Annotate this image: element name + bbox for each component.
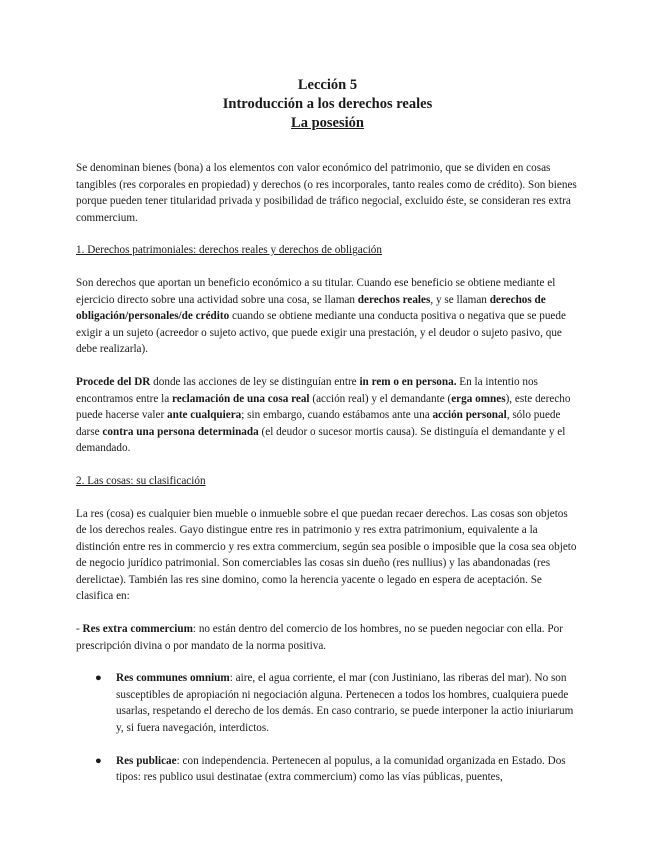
list-spacer: [116, 737, 579, 753]
paragraph-procede-dr: Procede del DR donde las acciones de ley se distinguían entre in rem o en persona. En la intentio nos encontramos entre la reclamación de una cosa real (acción real) y el demandante (erga omnes), este derecho puede hacerse valer ante cualquiera; sin embargo, cuando estábamos ante una acción personal, sólo puede darse contra una persona determinada (el deudor o sucesor mortis causa). Se distinguía el demandante y el demandado.: [76, 375, 571, 455]
paragraph-res-extra-commercium: - Res extra commercium: no están dentro del comercio de los hombres, no se pueden negociar con ella. Por prescripción divina o por mandato de la norma positiva.: [76, 623, 563, 652]
paragraph-las-cosas: La res (cosa) es cualquier bien mueble o inmueble sobre el que puedan recaer derechos. Las cosas son objetos de los derechos reales. Gayo distingue entre res in patrimonio y res extra patrimonium, equivalente a la distinción entre res in commercio y res extra commercium, según sea posible o imposible que la cosa sea objeto de negocio jurídico patrimonial. Son comerciables las cosas sin dueño (res nullius) y las abandonadas (res derelictae). También las res sine domino, como la herencia yacente o legado en espera de aceptación. Se clasifica en:: [76, 507, 577, 603]
lesson-number: Lección 5: [297, 77, 358, 93]
section-1-heading: 1. Derechos patrimoniales: derechos reales y derechos de obligación: [76, 244, 382, 257]
paragraph-derechos-patrimoniales: Son derechos que aportan un beneficio económico a su titular. Cuando ese beneficio se obtiene mediante el ejercicio directo sobre una actividad sobre una cosa, se llaman derechos reales, y se llaman derechos de obligación/personales/de crédito cuando se obtiene mediante una conducta positiva o negativa que se puede exigir a un sujeto (acreedor o sujeto activo, que puede exigir una prestación, y el deudor o sujeto pasivo, que debe realizarla).: [76, 276, 566, 356]
lesson-title: Introducción a los derechos reales: [222, 96, 433, 112]
intro-paragraph: Se denominan bienes (bona) a los elementos con valor económico del patrimonio, que se dividen en cosas tangibles (res corporales en propiedad) y derechos (o res incorporales, tanto reales como de crédito). Son bienes porque pueden tener titularidad privada y posibilidad de tráfico negocial, excluido éste, se consideran res extra commercium.: [76, 162, 577, 224]
section-2-heading: 2. Las cosas: su clasificación: [76, 474, 206, 487]
bullet-icon: ●: [95, 672, 102, 685]
classification-list: [76, 670, 579, 786]
list-item: ● Res publicae: con independencia. Pertenecen al populus, a la comunidad organizada en Estado. Dos tipos: res publico usui destinatae (extra commercium) como las vías públicas, puentes,: [95, 754, 566, 784]
list-item: ● Res communes omnium: aire, el agua corriente, el mar (con Justiniano, las riberas del mar). No son susceptibles de apropiación ni negociación alguna. Pertenecen a todos los hombres, cualquiera puede usarlas, respetando el derecho de los demás. En caso contrario, se puede interponer la actio iniuriarum y, si fuera navegación, interdictos.: [95, 672, 574, 735]
bullet-icon: ●: [95, 754, 102, 767]
lesson-subtitle: La posesión: [291, 115, 364, 131]
